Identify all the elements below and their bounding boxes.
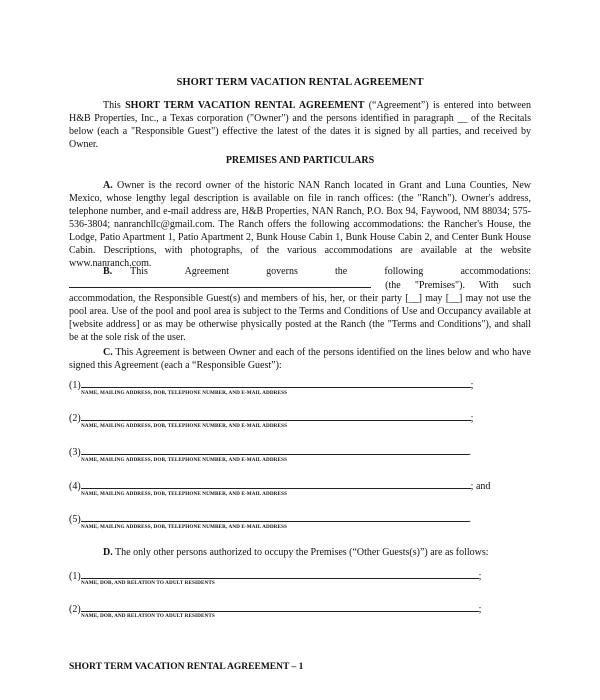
guest-caption: NAME, MAILING ADDRESS, DOB, TELEPHONE NUMBER, AND E-MAIL ADDRESS	[81, 390, 288, 396]
guest-caption: NAME, MAILING ADDRESS, DOB, TELEPHONE NUMBER, AND E-MAIL ADDRESS	[81, 423, 288, 429]
paragraph-b-premises: (the "Premises"). With such accommodation, the Responsible Guest(s) and members of his, her, or their party [__] may [__] may not use the pool area. Use of the pool and pool area is subject to the Terms and Conditions of Use and Occupancy available at [website address] or as may be otherwise physically posted at the Ranch (the "Terms and Conditions"), and shall be at the sole risk of the user.	[69, 280, 531, 343]
guest-caption: NAME, MAILING ADDRESS, DOB, TELEPHONE NUMBER, AND E-MAIL ADDRESS	[81, 457, 288, 463]
guest-caption: NAME, MAILING ADDRESS, DOB, TELEPHONE NUMBER, AND E-MAIL ADDRESS	[81, 524, 288, 530]
paragraph-b-label: B.	[103, 266, 113, 277]
paragraph-d-text: The only other persons authorized to occupy the Premises (“Other Guests(s)”) are as follows:	[112, 547, 489, 558]
guest-line-rule[interactable]	[81, 378, 471, 388]
guest-line-end: .	[468, 514, 472, 525]
guest-line[interactable]	[69, 445, 471, 457]
other-guest-caption: NAME, DOB, AND RELATION TO ADULT RESIDENTS	[81, 580, 215, 586]
guest-line-number: (1)	[69, 380, 81, 391]
paragraph-a	[69, 179, 531, 270]
guest-line-end: ;	[470, 380, 474, 391]
other-guest-line-rule[interactable]	[81, 602, 479, 612]
intro-paragraph	[69, 99, 531, 151]
intro-bold: SHORT TERM VACATION RENTAL AGREEMENT	[125, 100, 365, 111]
document-title: SHORT TERM VACATION RENTAL AGREEMENT	[176, 77, 424, 88]
other-guest-line-end: ;	[478, 571, 482, 582]
guest-line-number: (4)	[69, 481, 81, 492]
paragraph-c-label: C.	[103, 347, 113, 358]
section-heading: PREMISES AND PARTICULARS	[225, 155, 375, 166]
guest-line[interactable]	[69, 411, 473, 423]
premises-blank[interactable]	[69, 278, 371, 288]
other-guest-caption: NAME, DOB, AND RELATION TO ADULT RESIDENTS	[81, 613, 215, 619]
guest-line-rule[interactable]	[81, 479, 471, 489]
intro-post: (“Agreement”) is entered into between H&B Properties, Inc., a Texas corporation ("Owner") and the persons identified in paragraph __ of the Recitals below (each a "Responsible Guest") effective the latest of the dates it is signed by all parties, and received by Owner.	[69, 100, 531, 150]
guest-line-number: (5)	[69, 514, 81, 525]
paragraph-c	[69, 346, 531, 372]
guest-line-rule[interactable]	[81, 512, 469, 522]
guest-line[interactable]	[69, 479, 490, 491]
intro-pre: This	[103, 100, 126, 111]
other-guest-line-end: ;	[478, 604, 482, 615]
paragraph-a-label: A.	[103, 180, 113, 191]
other-guest-line-number: (2)	[69, 604, 81, 615]
other-guest-line-number: (1)	[69, 571, 81, 582]
guest-line-end: ;	[470, 413, 474, 424]
guest-line[interactable]	[69, 512, 471, 524]
guest-line-rule[interactable]	[81, 411, 471, 421]
guest-line-rule[interactable]	[81, 445, 469, 455]
guest-caption: NAME, MAILING ADDRESS, DOB, TELEPHONE NUMBER, AND E-MAIL ADDRESS	[81, 491, 288, 497]
guest-line-end: ; and	[470, 481, 491, 492]
page-footer: SHORT TERM VACATION RENTAL AGREEMENT – 1	[69, 662, 304, 672]
paragraph-a-text: Owner is the record owner of the historic NAN Ranch located in Grant and Luna Counties, New Mexico, whose lengthy legal description is available on file in ranch offices: (the "Ranch"). Owner's address, telephone number, and e-mail address are, H&B Properties, NAN Ranch, P.O. Box 94, Faywood, NM 88034; 575-536-3804; nanranchllc@gmail.com. The Ranch offers the following accommodations: the Rancher's House, the Lodge, Patio Apartment 1, Patio Apartment 2, Bunk House Cabin 1, Bunk House Cabin 2, and Center Bunk House Cabin. Descriptions, with photographs, of the various accommodations are available at the website www.nanranch.com.	[69, 180, 531, 269]
paragraph-b-lead: This Agreement governs the following accommodations:	[130, 266, 531, 277]
paragraph-d	[69, 546, 531, 559]
guest-line-number: (3)	[69, 447, 81, 458]
paragraph-b	[69, 265, 531, 344]
guest-line-end: .	[468, 447, 472, 458]
paragraph-d-label: D.	[103, 547, 113, 558]
guest-line[interactable]	[69, 378, 473, 390]
other-guest-line-rule[interactable]	[81, 569, 479, 579]
paragraph-c-text: This Agreement is between Owner and each of the persons identified on the lines below and who have signed this Agreement (each a “Responsible Guest”):	[69, 347, 531, 371]
guest-line-number: (2)	[69, 413, 81, 424]
